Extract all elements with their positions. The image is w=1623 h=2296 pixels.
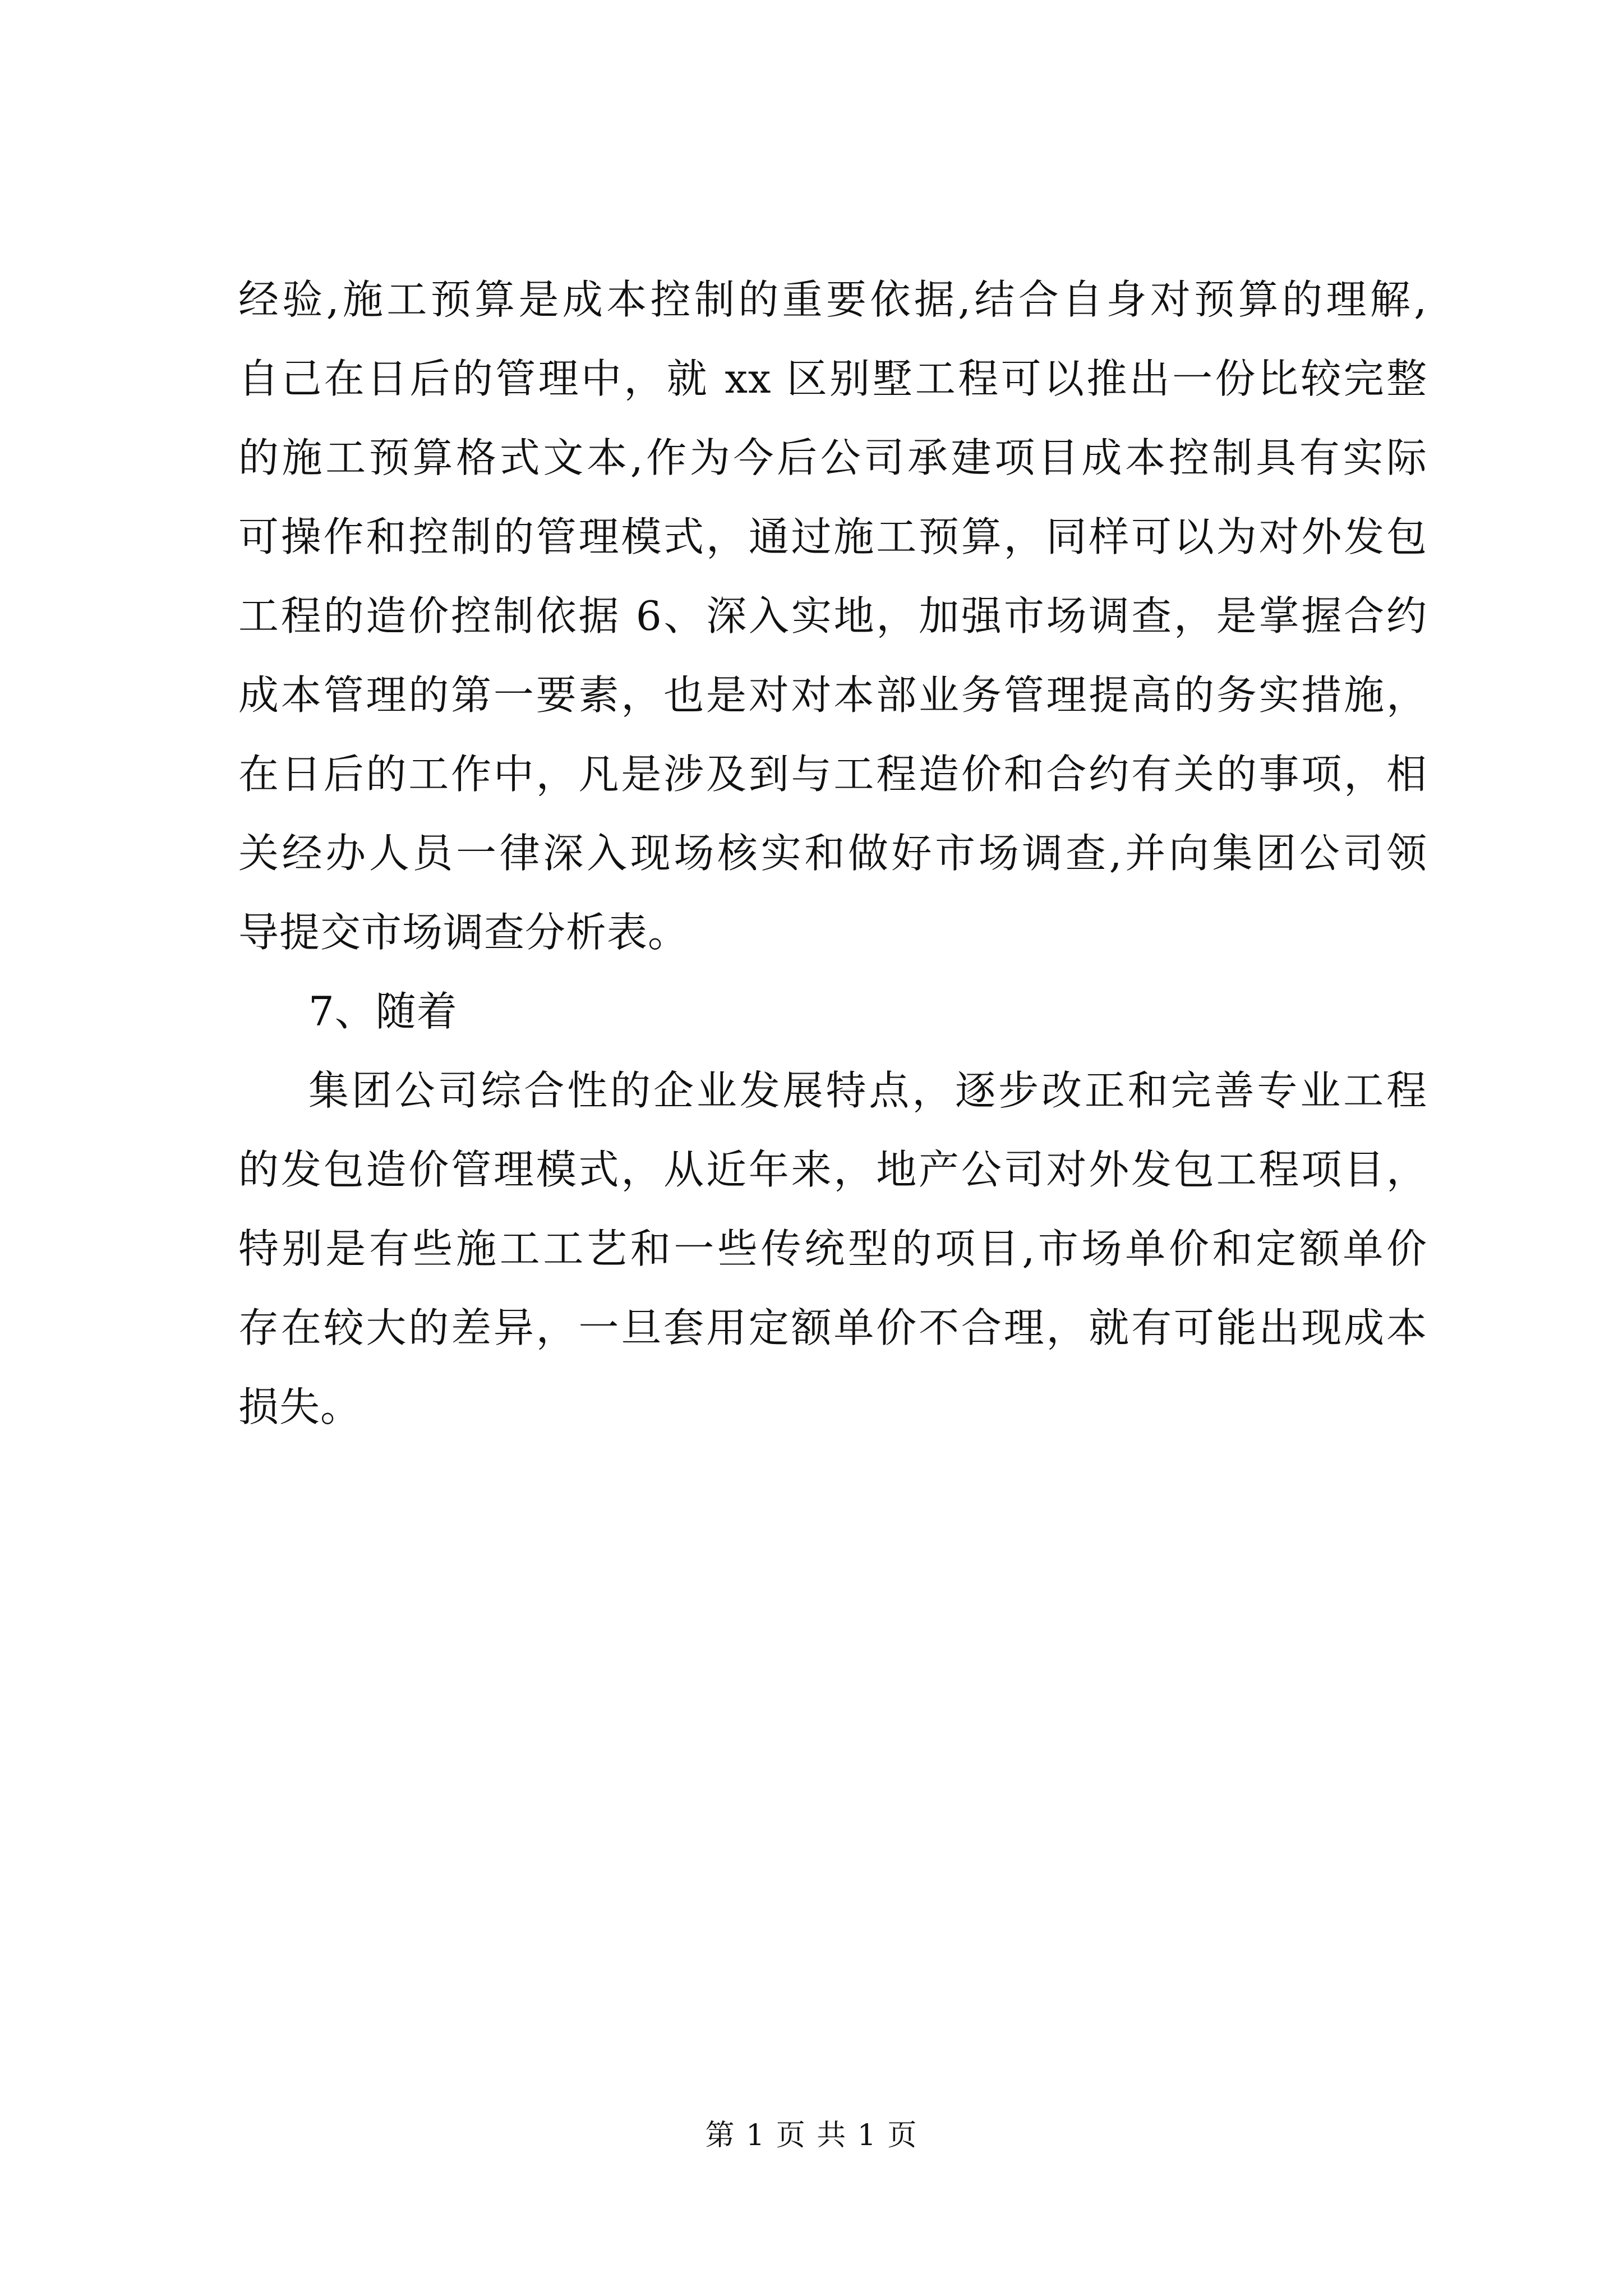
page-number-footer: 第 1 页 共 1 页 <box>705 2119 918 2152</box>
body-text-line: 的发包造价管理模式，从近年来，地产公司对外发包工程项目， <box>238 1146 1427 1193</box>
body-text-line: 经验,施工预算是成本控制的重要依据,结合自身对预算的理解, <box>238 276 1427 323</box>
body-text-line: 关经办人员一律深入现场核实和做好市场调查,并向集团公司领 <box>238 830 1427 877</box>
body-text-line: 可操作和控制的管理模式，通过施工预算，同样可以为对外发包 <box>238 513 1427 560</box>
numbered-item-heading: 7、随着 <box>308 988 458 1035</box>
body-text-line: 特别是有些施工工艺和一些传统型的项目,市场单价和定额单价 <box>238 1225 1427 1272</box>
body-text-line: 自己在日后的管理中，就 xx 区别墅工程可以推出一份比较完整 <box>238 355 1427 402</box>
body-text-line: 导提交市场调查分析表。 <box>238 909 689 956</box>
body-text-line: 的施工预算格式文本,作为今后公司承建项目成本控制具有实际 <box>238 434 1427 481</box>
body-text-line: 损失。 <box>238 1383 362 1430</box>
body-text-line: 成本管理的第一要素，也是对对本部业务管理提高的务实措施， <box>238 671 1427 719</box>
body-text-line: 存在较大的差异，一旦套用定额单价不合理，就有可能出现成本 <box>238 1304 1427 1351</box>
body-text-line: 工程的造价控制依据 6、深入实地，加强市场调查，是掌握合约 <box>238 592 1427 639</box>
body-text-line: 集团公司综合性的企业发展特点，逐步改正和完善专业工程 <box>308 1067 1427 1114</box>
body-text-line: 在日后的工作中，凡是涉及到与工程造价和合约有关的事项，相 <box>238 751 1427 798</box>
